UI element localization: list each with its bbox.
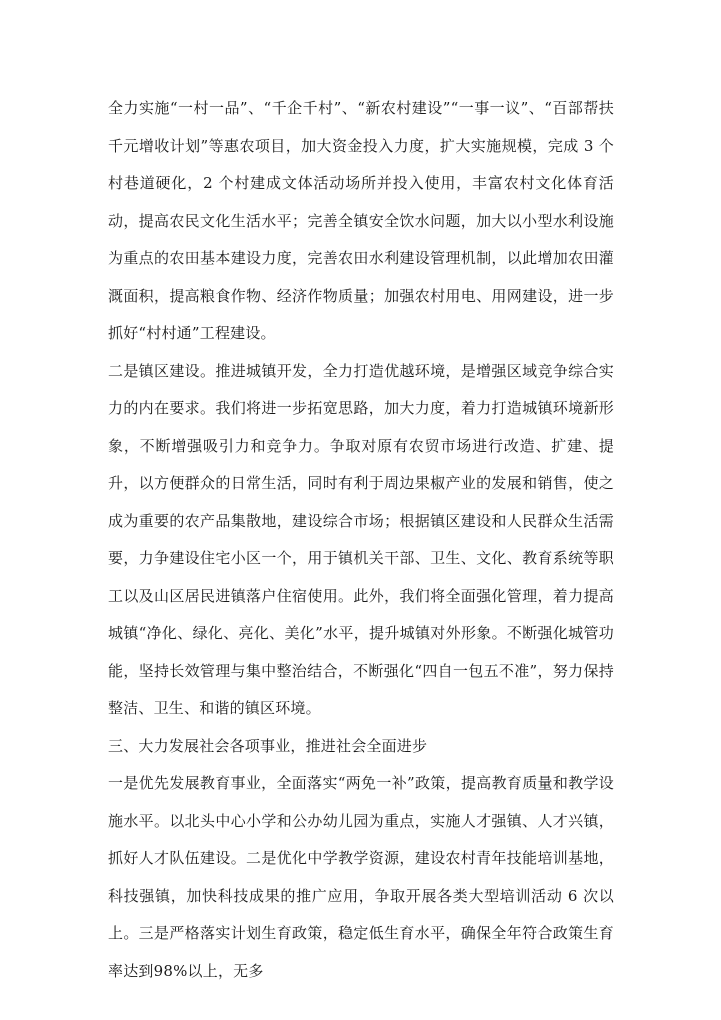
- paragraph-rural-projects: 全力实施“一村一品”、“千企千村”、“新农村建设”“一事一议”、“百部帮扶千元增收计划”等惠农项目，加大资金投入力度，扩大实施规模，完成 3 个村巷道硬化，2 个村建成文体活动场所并投入使用，丰富农村文化体育活动，提高农民文化生活水平；完善全镇安全饮水问题，加大以小型水利设施为重点的农田基本建设力度，完善农田水利建设管理机制，以此增加农田灌溉面积，提高粮食作物、经济作物质量；加强农村用电、用网建设，进一步抓好“村村通”工程建设。: [108, 99, 614, 342]
- section-heading-social-development: 三、大力发展社会各项事业，推进社会全面进步: [108, 736, 428, 755]
- paragraph-town-construction: 二是镇区建设。推进城镇开发，全力打造优越环境，是增强区域竞争综合实力的内在要求。我们将进一步拓宽思路，加大力度，着力打造城镇环境新形象，不断增强吸引力和竞争力。争取对原有农贸市场进行改造、扩建、提升，以方便群众的日常生活，同时有利于周边果椒产业的发展和销售，使之成为重要的农产品集散地，建设综合市场；根据镇区建设和人民群众生活需要，力争建设住宅小区一个，用于镇机关干部、卫生、文化、教育系统等职工以及山区居民进镇落户住宿使用。此外，我们将全面强化管理，着力提高城镇“净化、绿化、亮化、美化”水平，提升城镇对外形象。不断强化城管功能，坚持长效管理与集中整治结合，不断强化“四自一包五不准”，努力保持整洁、卫生、和谐的镇区环境。: [108, 361, 614, 717]
- paragraph-education: 一是优先发展教育事业，全面落实“两免一补”政策，提高教育质量和教学设施水平。以北头中心小学和公办幼儿园为重点，实施人才强镇、人才兴镇，抓好人才队伍建设。二是优化中学教学资源，建设农村青年技能培训基地，科技强镇，加快科技成果的推广应用，争取开展各类大型培训活动 6 次以上。三是严格落实计划生育政策，稳定低生育水平，确保全年符合政策生育率达到98%以上，无多: [108, 774, 614, 980]
- document-body: [108, 90, 614, 990]
